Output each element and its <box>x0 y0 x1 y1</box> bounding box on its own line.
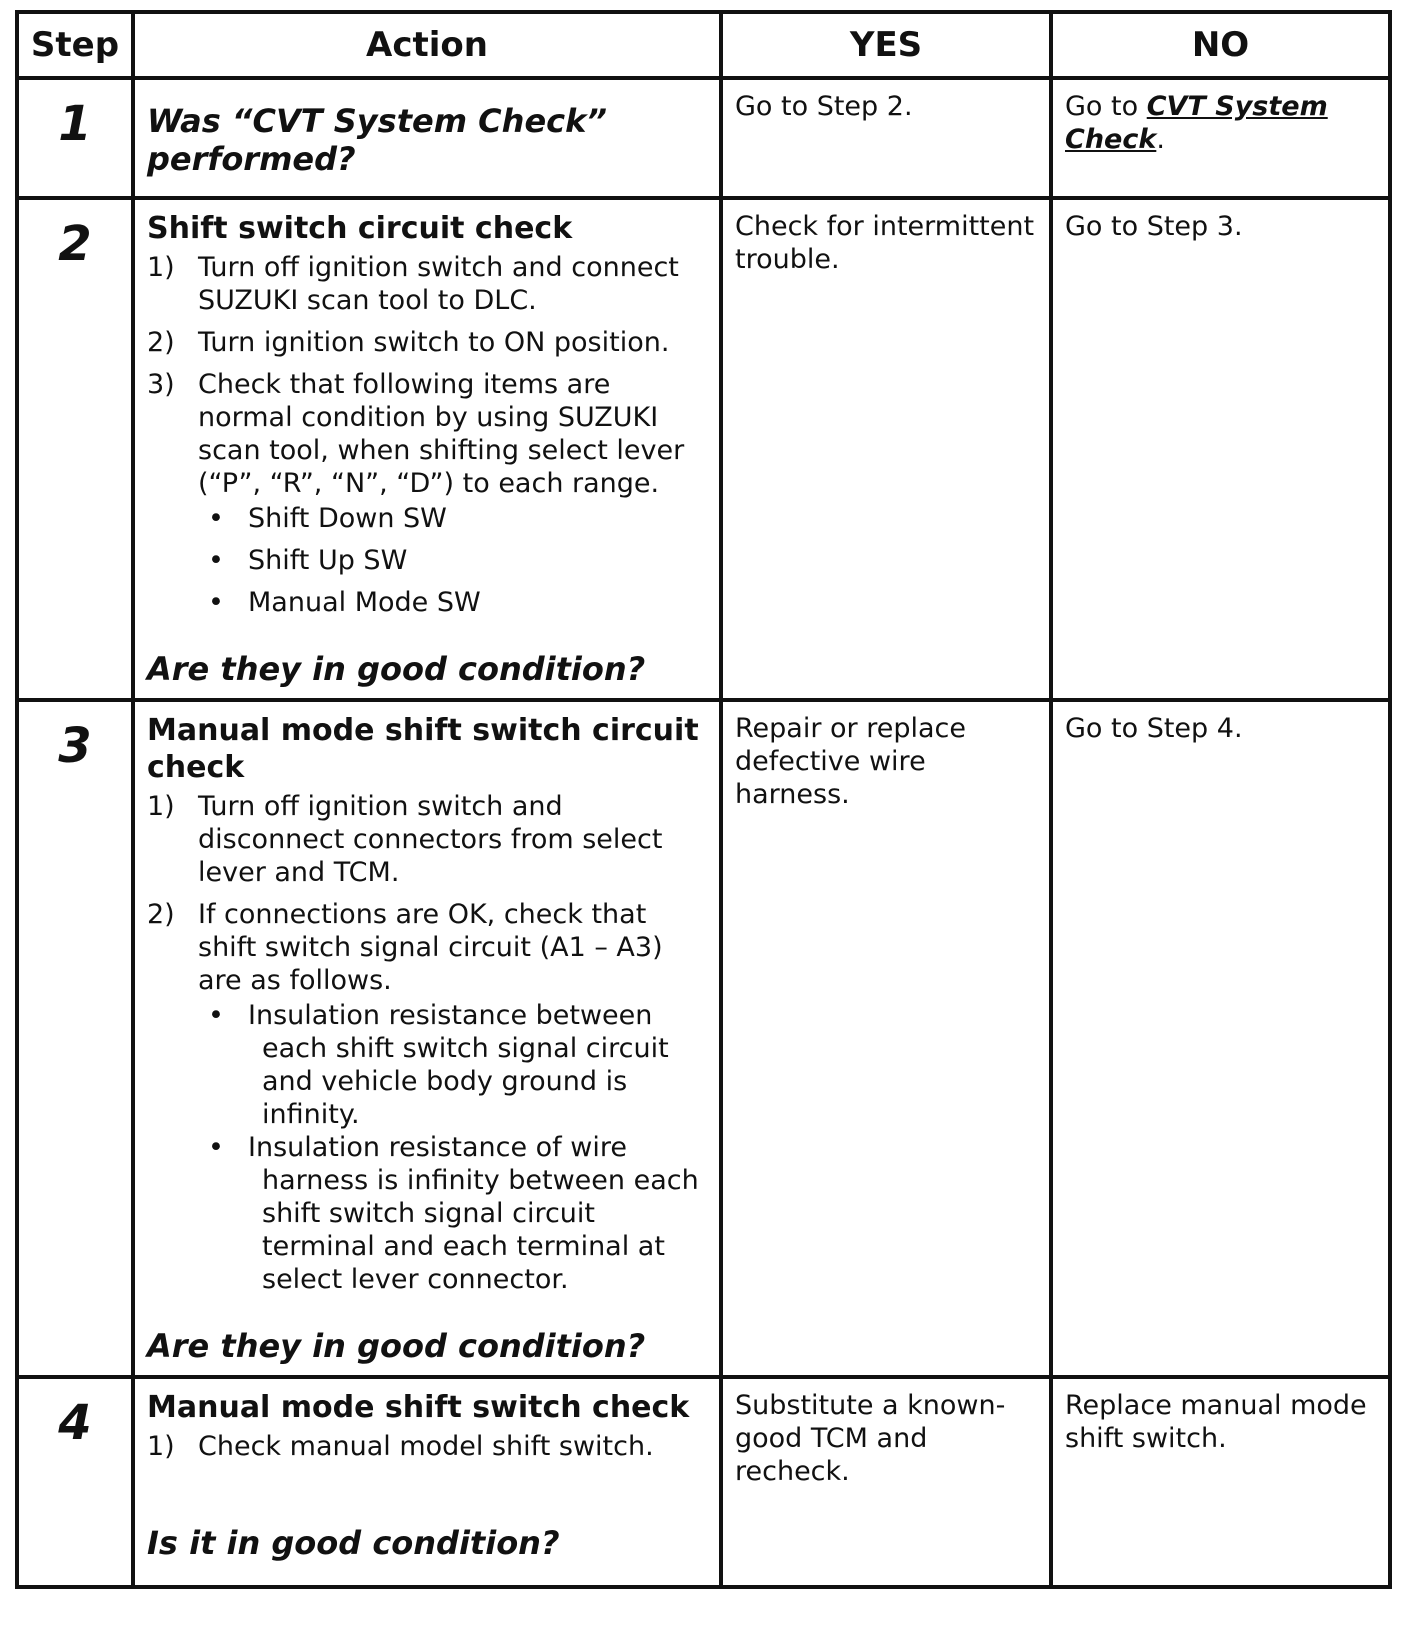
no-cell <box>1051 700 1390 1377</box>
yes-cell <box>721 198 1051 700</box>
list-item: 1) Turn off ignition switch and disconnect connectors from select lever and TCM. <box>147 791 663 888</box>
step-number: 1 <box>58 96 92 152</box>
header-yes: YES <box>721 12 1051 78</box>
no-text: Go to Step 4. <box>1065 713 1243 744</box>
action-list <box>147 1430 705 1463</box>
bullet-item: • Insulation resistance of wire harness is infinity between each shift switch signal circuit terminal and each terminal at select lever connector. <box>208 1132 699 1295</box>
bullet-item: • Insulation resistance between each shift switch signal circuit and vehicle body ground is infinity. <box>208 1000 669 1130</box>
step-question: Was “CVT System Check” performed? <box>147 102 607 178</box>
header-action: Action <box>133 12 721 78</box>
table-row <box>17 198 1390 700</box>
step-title: Manual mode shift switch check <box>147 1390 690 1425</box>
step-title: Manual mode shift switch circuit check <box>147 713 699 785</box>
header-no: NO <box>1051 12 1390 78</box>
step-question: Are they in good condition? <box>147 650 646 688</box>
action-cell <box>133 700 721 1377</box>
list-item: 3) Check that following items are normal condition by using SUZUKI scan tool, when shifting select lever (“P”, “R”, “N”, “D”) to each range. • Shift Down SW • Shift Up SW • Manual Mode SW <box>147 368 705 619</box>
troubleshooting-table <box>15 10 1392 1589</box>
action-list <box>147 251 705 619</box>
bullet-item: • Shift Up SW <box>208 545 408 576</box>
step-title: Shift switch circuit check <box>147 211 573 246</box>
bullet-list <box>198 502 705 619</box>
header-step: Step <box>17 12 133 78</box>
step-number: 2 <box>58 216 92 272</box>
table-header-row <box>17 12 1390 78</box>
step-cell <box>17 78 133 198</box>
yes-cell <box>721 1377 1051 1587</box>
step-cell <box>17 700 133 1377</box>
no-text: Replace manual mode shift switch. <box>1065 1390 1367 1454</box>
action-cell <box>133 198 721 700</box>
step-number: 4 <box>58 1395 92 1451</box>
list-item: 2) If connections are OK, check that shift switch signal circuit (A1 – A3) are as follows. • Insulation resistance between each shift switch signal circuit and vehicle body ground is infinity. • Insulation resistance of wire harness is infinity between each shift switch signal circuit terminal and each terminal at select lever connector. <box>147 898 705 1296</box>
yes-text: Repair or replace defective wire harness. <box>735 713 966 810</box>
yes-cell <box>721 78 1051 198</box>
list-item: 2) Turn ignition switch to ON position. <box>147 327 670 358</box>
list-item: 1) Check manual model shift switch. <box>147 1431 654 1462</box>
yes-text: Check for intermittent trouble. <box>735 211 1035 275</box>
step-question: Are they in good condition? <box>147 1327 646 1365</box>
no-cell <box>1051 1377 1390 1587</box>
cvt-system-check-link[interactable]: CVT System Check <box>1065 91 1328 155</box>
no-cell <box>1051 198 1390 700</box>
yes-text: Go to Step 2. <box>735 91 913 122</box>
bullet-item: • Shift Down SW <box>208 503 447 534</box>
action-cell <box>133 1377 721 1587</box>
step-cell <box>17 198 133 700</box>
no-cell <box>1051 78 1390 198</box>
step-number: 3 <box>58 718 92 774</box>
step-question: Is it in good condition? <box>147 1524 560 1562</box>
bullet-item: • Manual Mode SW <box>208 587 481 618</box>
yes-cell <box>721 700 1051 1377</box>
table-row <box>17 1377 1390 1587</box>
action-cell <box>133 78 721 198</box>
bullet-list <box>198 999 705 1296</box>
step-cell <box>17 1377 133 1587</box>
table-row <box>17 700 1390 1377</box>
yes-text: Substitute a known-good TCM and recheck. <box>735 1390 1006 1487</box>
no-text: Go to Step 3. <box>1065 211 1243 242</box>
no-text: Go to CVT System Check. <box>1065 91 1328 155</box>
action-list <box>147 790 705 1296</box>
table-row <box>17 78 1390 198</box>
list-item: 1) Turn off ignition switch and connect SUZUKI scan tool to DLC. <box>147 252 679 316</box>
